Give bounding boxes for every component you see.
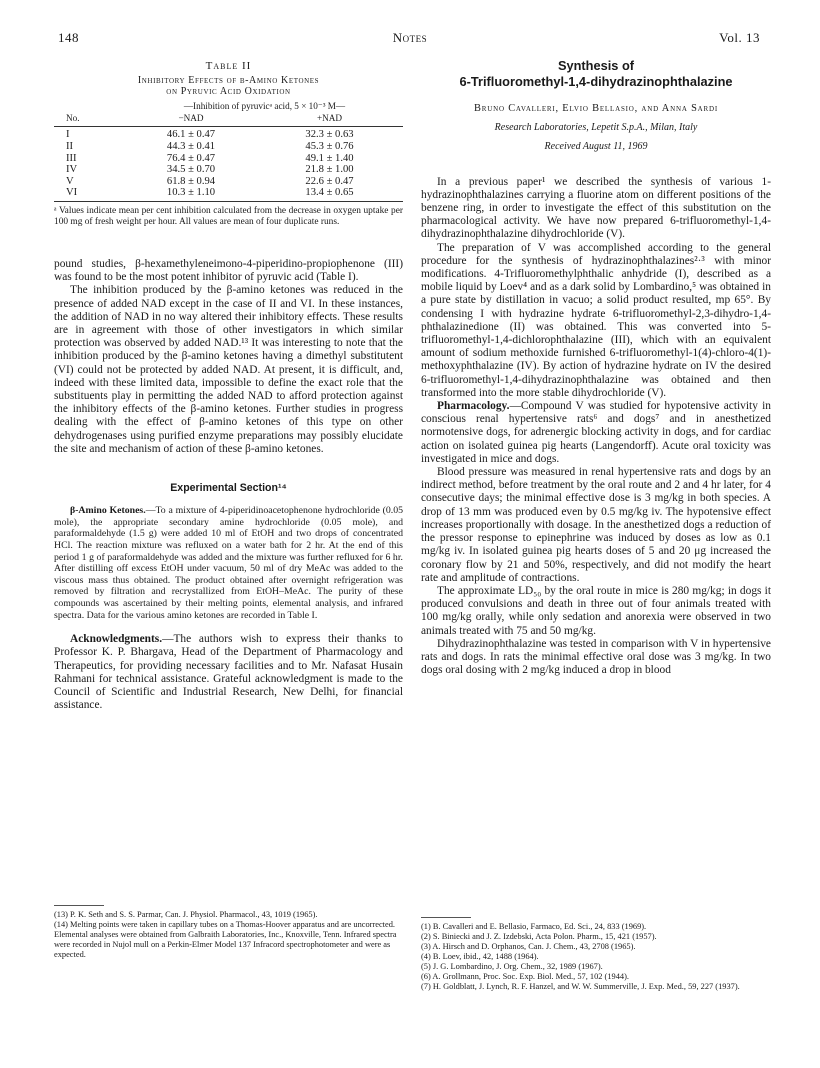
table-cell: 76.4 ± 0.47 xyxy=(166,152,216,164)
footnote: (6) A. Grollmann, Proc. Soc. Exp. Biol. Med., 57, 102 (1944). xyxy=(421,972,629,981)
table-row xyxy=(54,153,403,165)
body-paragraph: In a previous paper¹ we described the synthesis of various 1-hydrazinophthalazines carrying a fluorine atom on different positions of the benzene ring, in order to investigate the effect of this substitution on the pharmacological activity. We have now prepared 6-trifluoromethyl-1,4-dihydrazinophthalazine dihydrochloride (V). xyxy=(421,175,771,241)
received-date: Received August 11, 1969 xyxy=(544,141,648,153)
right-footnotes xyxy=(421,917,771,992)
table-block xyxy=(54,60,403,228)
left-footnotes xyxy=(54,905,403,960)
article-title: Synthesis of xyxy=(557,58,635,73)
table-row xyxy=(54,141,403,153)
footnote-rule xyxy=(54,905,104,906)
experimental-text: —To a mixture of 4-piperidinoacetophenone hydrochloride (0.05 mole), the appropriate secondary amine hydrochloride (0.05 mole), and paraformaldehyde (1.5 g) were added 10 ml of EtOH and two drops of concentrated HCl. The reaction mixture was refluxed on a water bath for 2 hr. At the end of this period 1 g of paraformaldehyde was added and the mixture was further refluxed for 6 hr. After distilling off excess EtOH under vacuum, 50 ml of dry MeAc was added to the viscous mass thus obtained. The product obtained after overnight refrigeration was removed by filtration and recrystallized from EtOH–MeAc. The purity of these compounds was ascertained by their melting points, elemental analysis, and infrared spectra. Data for the various amino ketones are recorded in Table I. xyxy=(54,505,403,621)
left-column xyxy=(54,58,403,712)
table-header-minus-nad: −NAD xyxy=(178,112,204,123)
table-subtitle: on Pyruvic Acid Oxidation xyxy=(166,86,291,98)
table-rule xyxy=(54,126,403,127)
acknowledgments-lead: Acknowledgments. xyxy=(70,633,163,646)
table-cell: 21.8 ± 1.00 xyxy=(305,164,354,176)
acknowledgments-paragraph xyxy=(54,633,403,712)
table-cell: II xyxy=(66,140,74,152)
footnote: (5) J. G. Lombardino, J. Org. Chem., 32, 1989 (1967). xyxy=(421,962,603,971)
experimental-lead: β-Amino Ketones. xyxy=(70,505,146,517)
table-subtitle: Inhibitory Effects of β-Amino Ketones xyxy=(137,75,320,87)
footnote: (1) B. Cavalleri and E. Bellasio, Farmaco, Ed. Sci., 24, 833 (1969). xyxy=(421,922,647,931)
table-cell: 22.6 ± 0.47 xyxy=(305,175,354,187)
table-cell: 46.1 ± 0.47 xyxy=(166,129,216,141)
data-table xyxy=(54,101,403,204)
section-heading: Experimental Section¹⁴ xyxy=(170,482,287,494)
table-cell: 49.1 ± 1.40 xyxy=(305,152,354,164)
body-paragraph: Dihydrazinophthalazine was tested in comparison with V in hypertensive rats and dogs. In rats the minimal effective oral dose was 3 mg/kg. In two dogs oral dosing with 2 mg/kg induced a drop in blood xyxy=(421,637,771,677)
table-row xyxy=(54,129,403,141)
table-col-span-header: —Inhibition of pyruvicᵃ acid, 5 × 10⁻³ M— xyxy=(183,101,346,112)
footnote: (3) A. Hirsch and D. Orphanos, Can. J. Chem., 43, 2708 (1965). xyxy=(421,942,636,951)
table-header-plus-nad: +NAD xyxy=(316,112,343,123)
table-title: Table II xyxy=(205,60,252,72)
table-cell: 32.3 ± 0.63 xyxy=(305,129,354,141)
table-cell: 13.4 ± 0.65 xyxy=(305,187,354,199)
experimental-paragraph xyxy=(54,505,403,621)
footnote: (2) S. Biniecki and J. Z. Izdebski, Acta Polon. Pharm., 15, 421 (1957). xyxy=(421,932,657,941)
table-cell: 34.5 ± 0.70 xyxy=(166,164,216,176)
acknowledgments-text: —The authors wish to express their thanks to Professor K. P. Bhargava, Head of the Department of Pharmacology and Therapeutics, for providing necessary facilities and to Mr. Nafasat Husain Rahmani for technical assistance. Grateful acknowledgment is made to the Council of Scientific and Industrial Research, New Delhi, for financial assistance. xyxy=(54,633,403,712)
footnote: (14) Melting points were taken in capillary tubes on a Thomas-Hoover apparatus and are uncorrected. Elemental analyses were obtained from Galbraith Laboratories, Inc., Knoxville, Tenn. Infrared spectra were recorded in Nujol mull on a Perkin-Elmer Model 137 Infracord spectrophotometer and were as expected. xyxy=(54,920,397,959)
footnote: (7) H. Goldblatt, J. Lynch, R. F. Hanzel, and W. W. Summerville, J. Exp. Med., 59, 227 (1937). xyxy=(421,982,740,991)
table-cell: III xyxy=(66,152,77,164)
table-rule xyxy=(54,201,403,202)
article-title: 6-Trifluoromethyl-1,4-dihydrazinophthalazine xyxy=(459,74,733,89)
footnote-rule xyxy=(421,917,471,918)
pharmacology-text: —Compound V was studied for hypotensive activity in conscious renal hypertensive rats⁶ and dogs⁷ and in anesthetized normotensive dogs, for adrenergic blocking activity in dogs, and for cardiac action on isolated guinea pig hearts (Langendorff). Acute oral toxicity was investigated in mice and dogs. xyxy=(421,400,771,465)
table-cell: I xyxy=(66,129,70,141)
table-cell: 10.3 ± 1.10 xyxy=(166,187,216,199)
pharmacology-lead: Pharmacology. xyxy=(437,400,510,413)
table-footnote: ᵃ Values indicate mean per cent inhibition calculated from the decrease in oxygen uptake per 100 mg of fresh weight per hour. All values are mean of four duplicate runs. xyxy=(54,205,403,227)
table-cell: 61.8 ± 0.94 xyxy=(166,175,216,187)
table-row xyxy=(54,176,403,188)
table-row xyxy=(54,164,403,176)
table-cell: VI xyxy=(66,187,78,199)
table-cell: 45.3 ± 0.76 xyxy=(305,140,354,152)
affiliation: Research Laboratories, Lepetit S.p.A., Milan, Italy xyxy=(494,122,698,134)
volume-label: Vol. 13 xyxy=(719,30,760,45)
body-paragraph: pound studies, β-hexamethyleneimono-4-piperidino-propiophenone (III) was found to be the most potent inhibitor of pyruvic acid (Table I). xyxy=(54,257,403,284)
body-paragraph: The approximate LD₅₀ by the oral route in mice is 280 mg/kg; in dogs it produced convulsions and death in three out of four animals treated with 100 mg/kg orally, while only sedation and anorexia were observed in two animals treated with 75 and 50 mg/kg. xyxy=(421,584,771,637)
running-header: Notes xyxy=(392,30,428,45)
body-paragraph: Blood pressure was measured in renal hypertensive rats and dogs by an indirect method, before treatment by the oral route and 2 and 4 hr later, for 4 consecutive days; the minimal effective dose is 3 mg/kg in both species. A drop of 13 mm was produced even by 0.5 mg/kg iv. The hypotensive effect increases proportionally with dosage. In the anesthetized dogs a reduction of the pressor response to epinephrine was induced by doses as low as 0.1 mg/kg iv. In isolated guinea pig hearts doses of 5 and 20 μg increased the coronary flow by 21 and 50%, respectively, and did not modify the heart rate and amplitude of contractions. xyxy=(421,466,771,584)
table-row xyxy=(54,187,403,199)
body-paragraph: The inhibition produced by the β-amino ketones was reduced in the presence of added NAD except in the case of II and VI. In these instances, the addition of NAD in no way altered their inhibitory effects. These results are in agreement with those of other investigators in which similar protection was observed by added NAD.¹³ It was interesting to note that the inhibition produced by the β-amino ketones having a dimethyl substitutent (VI) could not be protected by added NAD. At present, it is difficult, and, indeed with these limited data, impossible to define the exact role that the substituents play in permitting the added NAD to afford protection against the inhibitory effects of the β-amino ketones. Further studies in progress dealing with the effect of β-amino ketones of this type on other dehydrogenases using purified enzyme preparations may possibly elucidate the site and mechanism of action of these β-amino ketones. xyxy=(54,284,403,455)
page-number: 148 xyxy=(58,30,79,45)
footnote: (13) P. K. Seth and S. S. Parmar, Can. J. Physiol. Pharmacol., 43, 1019 (1965). xyxy=(54,910,318,919)
table-header-no: No. xyxy=(66,112,80,123)
footnote: (4) B. Loev, ibid., 42, 1488 (1964). xyxy=(421,952,539,961)
table-cell: V xyxy=(66,175,74,187)
table-cell: IV xyxy=(66,164,78,176)
pharmacology-paragraph xyxy=(421,400,771,466)
table-cell: 44.3 ± 0.41 xyxy=(166,140,216,152)
right-column xyxy=(421,58,771,677)
body-paragraph: The preparation of V was accomplished according to the general procedure for the synthesis of hydrazinophthalazines²·³ with minor modifications. 4-Trifluoromethylphthalic anhydride (I), described as a mobile liquid by Loev⁴ and as a dark solid by Lombardino,⁵ was obtained in a pure state by distillation in vacuo; a solid product resulted, mp 65°. By condensing I with hydrazine hydrate 6-trifluoromethyl-2,3-dihydro-1,4-phthalazinedione (II) was obtained. This was converted into 5-trifluoromethyl-1,4-dichlorophthalazine (III), which with an equivalent amount of sodium methoxide furnished 6-trifluoromethyl-1(4)-chloro-4(1)-methoxyphthalazine (IV). By action of hydrazine hydrate on IV the desired 6-trifluoromethyl-1,4-dihydrazinophthalazine was obtained and then transformed into the more stable dihydrochloride (V). xyxy=(421,241,771,399)
authors: Bruno Cavalleri, Elvio Bellasio, and Anna Sardi xyxy=(474,103,718,114)
